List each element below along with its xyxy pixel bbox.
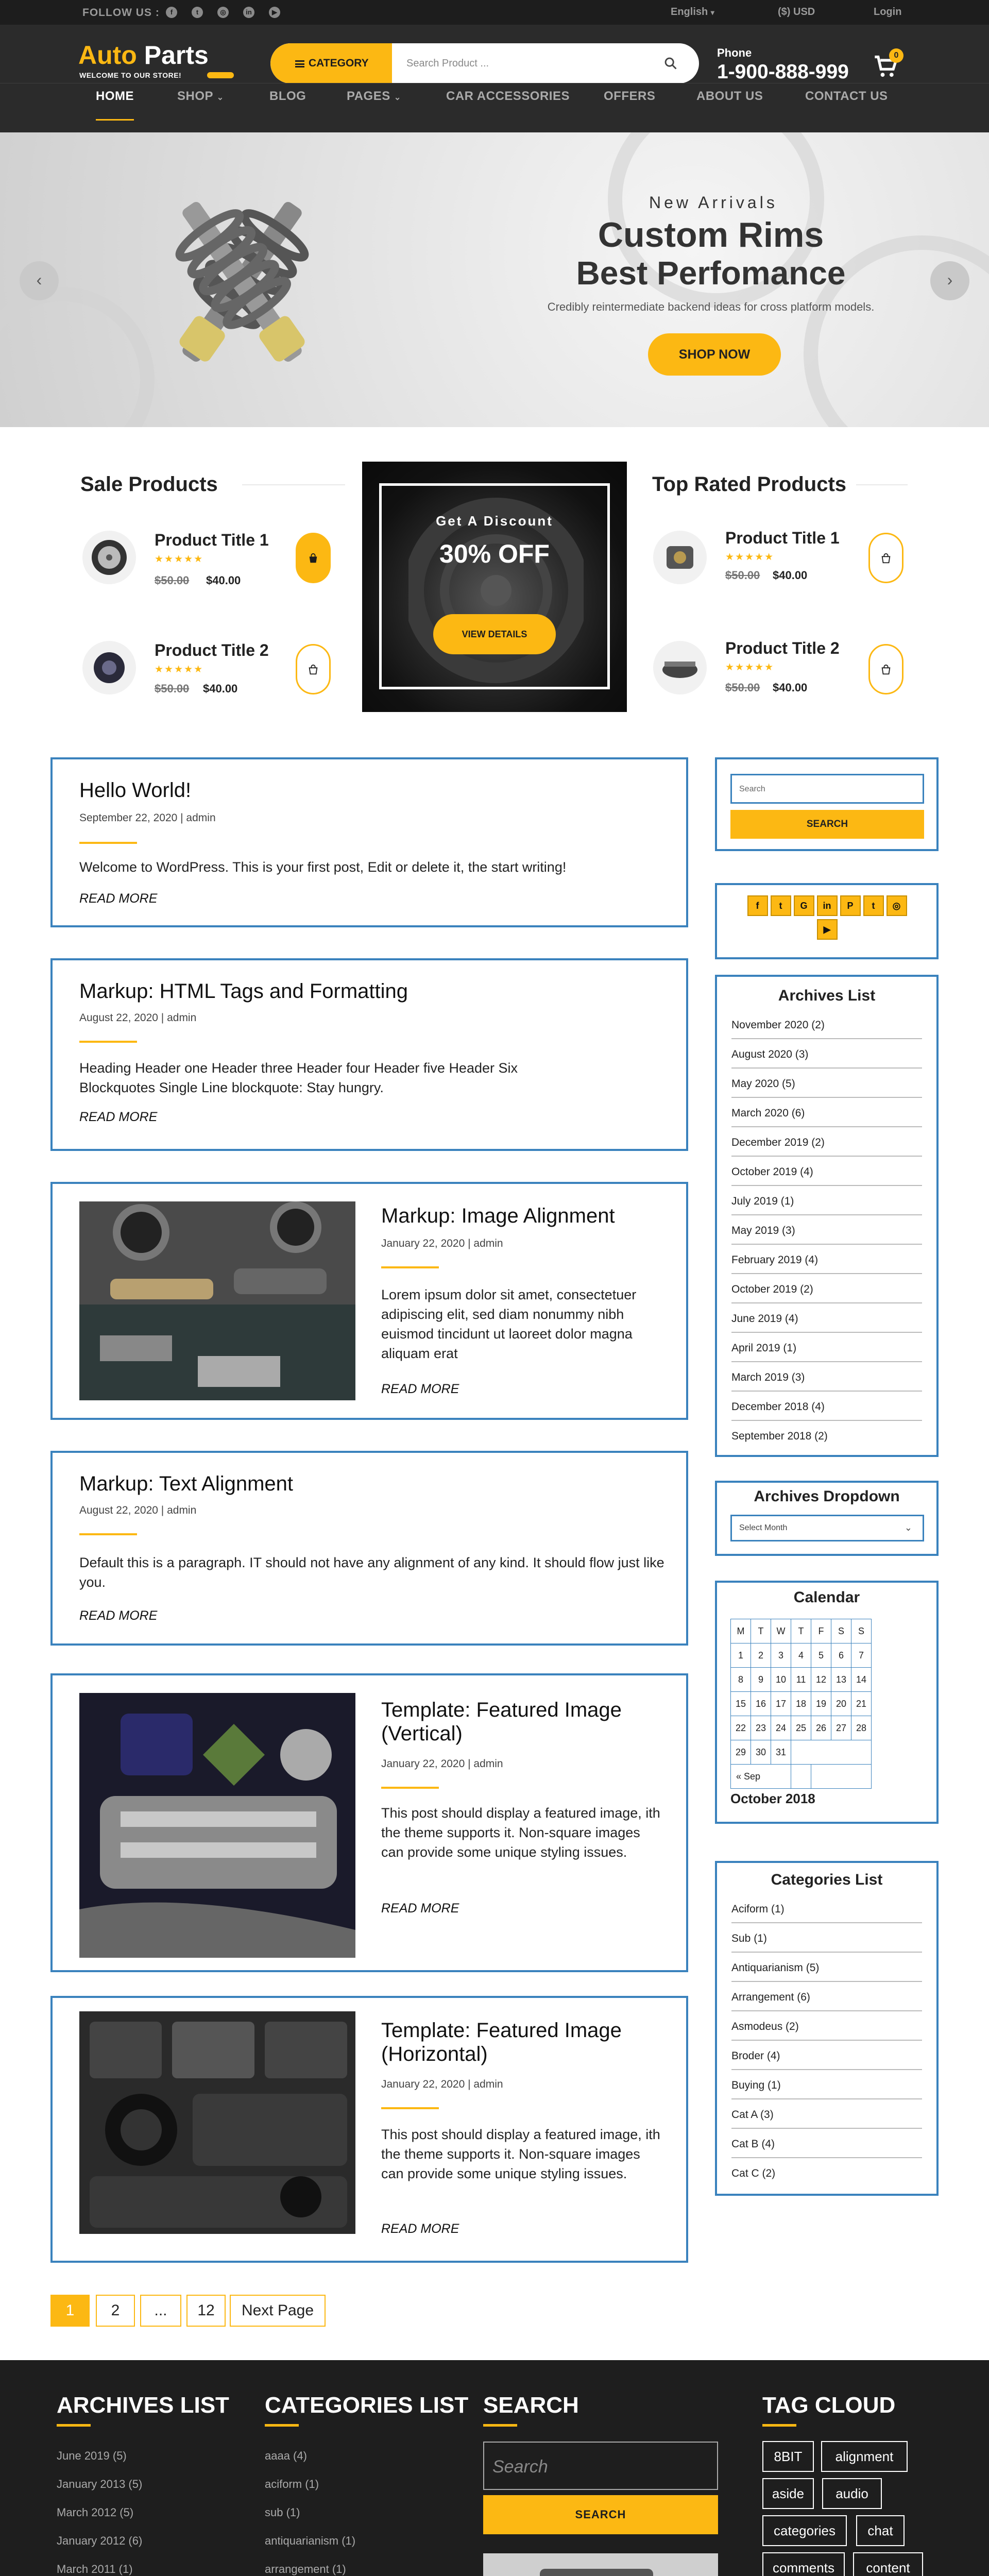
product-title[interactable]: Product Title 1	[725, 529, 840, 547]
slider-next-button[interactable]: ›	[930, 261, 969, 300]
twitter-icon[interactable]: t	[771, 895, 791, 916]
calendar-day: 26	[811, 1716, 831, 1740]
sidebar-search-button[interactable]: SEARCH	[730, 810, 924, 839]
calendar-day-header: S	[851, 1619, 872, 1643]
sale-products-title: Sale Products	[80, 473, 218, 496]
language-select[interactable]	[671, 6, 714, 18]
menu-icon	[295, 60, 304, 67]
linkedin-icon[interactable]: in	[817, 895, 838, 916]
divider	[762, 2424, 796, 2427]
post-title[interactable]: Markup: Text Alignment	[79, 1472, 294, 1495]
nav-contact[interactable]: CONTACT US	[805, 89, 888, 103]
calendar-day: 14	[851, 1668, 872, 1692]
tag-link[interactable]: chat	[856, 2515, 905, 2546]
blog-post	[50, 1673, 688, 1972]
calendar-prev-link[interactable]: « Sep	[731, 1765, 791, 1789]
archives-widget	[715, 975, 939, 1457]
post-excerpt: Heading Header one Header three Header four Header five Header Six Blockquotes Single Line blockquote: Stay hungry.	[79, 1060, 518, 1095]
instagram-icon[interactable]: ◎	[886, 895, 907, 916]
product-title[interactable]: Product Title 2	[725, 639, 840, 657]
product-image[interactable]	[653, 641, 707, 694]
page-1[interactable]: 1	[50, 2295, 90, 2327]
divider	[381, 2107, 439, 2109]
category-link[interactable]: Asmodeus (2)	[731, 2011, 922, 2041]
blog-post	[50, 958, 688, 1151]
category-label: CATEGORY	[309, 57, 369, 69]
categories-widget	[715, 1861, 939, 2196]
calendar-day-header: F	[811, 1619, 831, 1643]
chevron-down-icon: ▾	[710, 8, 714, 16]
old-price: $50.00	[155, 682, 190, 695]
discount-title: Get A Discount	[436, 513, 553, 529]
calendar-table	[730, 1619, 872, 1789]
product-search	[270, 43, 699, 83]
footer-category-link[interactable]: sub (1)	[265, 2506, 300, 2519]
add-to-cart-button[interactable]	[868, 644, 903, 694]
rating-stars: ★★★★★	[155, 554, 204, 565]
phone-number: 1-900-888-999	[717, 61, 849, 83]
footer-category-link[interactable]: antiquarianism (1)	[265, 2534, 356, 2547]
read-more-link[interactable]: READ MORE	[79, 891, 158, 906]
chevron-down-icon: ⌄	[394, 93, 401, 102]
categories-title: Categories List	[771, 1871, 883, 1888]
chevron-down-icon: ⌄	[904, 1522, 912, 1533]
footer-archive-link[interactable]: January 2013 (5)	[57, 2478, 143, 2490]
old-price: $50.00	[725, 681, 760, 694]
archive-link[interactable]: September 2018 (2)	[731, 1430, 828, 1442]
divider	[79, 1041, 137, 1043]
archives-dropdown-widget	[715, 1481, 939, 1556]
divider	[265, 2424, 299, 2427]
new-price: $40.00	[773, 569, 808, 582]
sidebar-search-input[interactable]: Search	[730, 774, 924, 804]
calendar-day: 2	[751, 1643, 771, 1668]
calendar-widget	[715, 1581, 939, 1824]
footer-search-input[interactable]: Search	[483, 2442, 718, 2490]
blog-post	[50, 757, 688, 927]
facebook-icon[interactable]: f	[747, 895, 768, 916]
footer-category-link[interactable]: aaaa (4)	[265, 2449, 307, 2462]
archive-link[interactable]: August 2020 (3)	[731, 1039, 922, 1069]
archive-link[interactable]: May 2020 (5)	[731, 1069, 922, 1098]
product-image[interactable]	[82, 641, 136, 694]
calendar-day: 20	[831, 1692, 851, 1716]
category-link[interactable]: Broder (4)	[731, 2041, 922, 2070]
bag-icon	[308, 664, 319, 675]
calendar-month: October 2018	[730, 1791, 815, 1806]
calendar-day: 21	[851, 1692, 872, 1716]
post-meta: September 22, 2020 | admin	[79, 812, 216, 824]
old-price: $50.00	[725, 569, 760, 582]
language-label: English	[671, 6, 708, 18]
new-price: $40.00	[773, 681, 808, 694]
calendar-day: 30	[751, 1740, 771, 1765]
logo-tagline: WELCOME TO OUR STORE!	[79, 71, 182, 79]
page-ellipsis: ...	[140, 2295, 181, 2327]
new-price: $40.00	[203, 682, 238, 695]
calendar-day: 10	[771, 1668, 791, 1692]
header	[0, 25, 989, 83]
add-to-cart-button[interactable]	[296, 644, 331, 694]
post-image[interactable]	[79, 1693, 355, 1958]
post-title[interactable]: Markup: HTML Tags and Formatting	[79, 980, 408, 1003]
nav-car-accessories[interactable]: CAR ACCESSORIES	[446, 89, 570, 103]
calendar-day: 22	[731, 1716, 751, 1740]
archive-link[interactable]: April 2019 (1)	[731, 1333, 922, 1362]
footer-archive-link[interactable]: March 2011 (1)	[57, 2563, 133, 2575]
product-image[interactable]	[82, 531, 136, 584]
category-link[interactable]: Cat C (2)	[731, 2167, 776, 2179]
search-input[interactable]: Search Product ...	[406, 58, 489, 69]
social-icons	[741, 895, 916, 943]
calendar-day: 27	[831, 1716, 851, 1740]
bag-icon	[880, 553, 892, 564]
login-link[interactable]: Login	[874, 6, 902, 18]
archive-link[interactable]: July 2019 (1)	[731, 1186, 922, 1215]
tag-link[interactable]: 8BIT	[762, 2441, 814, 2472]
view-details-button[interactable]: VIEW DETAILS	[433, 614, 556, 654]
nav-shop[interactable]	[177, 83, 224, 133]
calendar-day-header: S	[831, 1619, 851, 1643]
post-title[interactable]: Hello World!	[79, 779, 192, 802]
calendar-day: 8	[731, 1668, 751, 1692]
divider	[79, 842, 137, 844]
calendar-title: Calendar	[793, 1589, 860, 1606]
calendar-day: 17	[771, 1692, 791, 1716]
category-link[interactable]: Arrangement (6)	[731, 1982, 922, 2011]
month-select[interactable]	[730, 1515, 924, 1541]
logo-text-a: Auto	[78, 41, 137, 70]
archive-link[interactable]: December 2019 (2)	[731, 1127, 922, 1157]
tumblr-icon[interactable]: t	[863, 895, 884, 916]
search-widget	[715, 757, 939, 851]
nav-shop-label: SHOP	[177, 89, 213, 103]
calendar-day-header: T	[791, 1619, 811, 1643]
footer-category-link[interactable]: aciform (1)	[265, 2478, 319, 2490]
divider	[242, 484, 345, 485]
post-meta: January 22, 2020 | admin	[381, 2078, 503, 2090]
engine-image	[483, 2553, 718, 2576]
rating-stars: ★★★★★	[155, 664, 204, 675]
nav-about[interactable]: ABOUT US	[696, 89, 763, 103]
calendar-day-header: T	[751, 1619, 771, 1643]
nav-home[interactable]: HOME	[96, 83, 134, 133]
post-meta: January 22, 2020 | admin	[381, 1758, 503, 1770]
calendar-day: 25	[791, 1716, 811, 1740]
post-title[interactable]: Template: Featured Image (Horizontal)	[381, 2019, 622, 2065]
calendar-day: 18	[791, 1692, 811, 1716]
archives-title: Archives List	[778, 987, 876, 1004]
twitter-icon[interactable]: t	[192, 7, 203, 18]
divider	[381, 1266, 439, 1268]
bag-icon	[880, 664, 892, 675]
category-link[interactable]: Sub (1)	[731, 1923, 922, 1953]
footer-archive-link[interactable]: March 2012 (5)	[57, 2506, 134, 2519]
read-more-link[interactable]: READ MORE	[381, 2222, 459, 2236]
social-links	[166, 6, 295, 19]
footer-category-link[interactable]: arrangement (1)	[265, 2563, 346, 2575]
tag-link[interactable]: content	[853, 2552, 923, 2576]
pinterest-icon[interactable]: P	[840, 895, 861, 916]
calendar-day: 13	[831, 1668, 851, 1692]
read-more-link[interactable]: READ MORE	[79, 1608, 158, 1623]
footer-tags-title: TAG CLOUD	[762, 2393, 896, 2418]
archive-link[interactable]: December 2018 (4)	[731, 1392, 922, 1421]
footer-archives-title: ARCHIVES LIST	[57, 2393, 229, 2418]
logo-text-b: Parts	[137, 41, 209, 70]
post-title[interactable]: Markup: Image Alignment	[381, 1205, 615, 1227]
calendar-day: 9	[751, 1668, 771, 1692]
product-title[interactable]: Product Title 1	[155, 531, 269, 549]
old-price: $50.00	[155, 574, 190, 587]
archive-link[interactable]: February 2019 (4)	[731, 1245, 922, 1274]
calendar-day-header: M	[731, 1619, 751, 1643]
blog-post	[50, 1996, 688, 2263]
calendar-day: 5	[811, 1643, 831, 1668]
calendar-day: 11	[791, 1668, 811, 1692]
next-page-button[interactable]: Next Page	[230, 2295, 326, 2327]
page-2[interactable]: 2	[96, 2295, 135, 2327]
footer-search-button[interactable]: SEARCH	[483, 2495, 718, 2534]
post-title[interactable]: Template: Featured Image (Vertical)	[381, 1699, 622, 1745]
calendar-day: 19	[811, 1692, 831, 1716]
divider	[483, 2424, 517, 2427]
cart-count: 0	[889, 48, 903, 63]
category-link[interactable]: Antiquarianism (5)	[731, 1953, 922, 1982]
currency-select[interactable]: ($) USD	[778, 6, 815, 18]
divider	[381, 1787, 439, 1789]
social-widget	[715, 883, 939, 959]
calendar-day: 28	[851, 1716, 872, 1740]
product-title[interactable]: Product Title 2	[155, 641, 269, 659]
tag-link[interactable]: audio	[822, 2478, 882, 2509]
phone-label: Phone	[717, 46, 752, 59]
read-more-link[interactable]: READ MORE	[79, 1110, 158, 1124]
blog-post	[50, 1451, 688, 1646]
read-more-link[interactable]: READ MORE	[381, 1382, 459, 1396]
post-excerpt: This post should display a featured image, ith the theme supports it. Non-square images can provide some unique styling issues.	[381, 2127, 660, 2181]
top-bar	[0, 0, 989, 25]
instagram-icon[interactable]: ◎	[217, 7, 229, 18]
archives-dropdown-title: Archives Dropdown	[754, 1488, 900, 1505]
footer-categories-list	[265, 2449, 355, 2576]
category-link[interactable]: Cat B (4)	[731, 2129, 922, 2158]
calendar-day: 31	[771, 1740, 791, 1765]
google-plus-icon[interactable]: G	[794, 895, 814, 916]
hero-subtitle: New Arrivals	[649, 193, 778, 212]
bag-icon	[308, 553, 319, 564]
hero-title-1: Custom Rims	[598, 215, 824, 255]
calendar-day: 16	[751, 1692, 771, 1716]
main-nav	[0, 83, 989, 132]
youtube-icon[interactable]: ▶	[269, 7, 280, 18]
cart-button[interactable]	[873, 51, 899, 80]
divider	[57, 2424, 91, 2427]
slider-prev-button[interactable]: ‹	[20, 261, 59, 300]
divider	[856, 484, 908, 485]
post-excerpt: This post should display a featured image, ith the theme supports it. Non-square images can provide some unique styling issues.	[381, 1805, 660, 1860]
logo[interactable]	[78, 42, 209, 68]
archive-link[interactable]: November 2020 (2)	[731, 1010, 922, 1039]
calendar-day: 15	[731, 1692, 751, 1716]
category-link[interactable]: Cat A (3)	[731, 2099, 922, 2129]
archive-link[interactable]: October 2019 (2)	[731, 1274, 922, 1303]
calendar-day: 1	[731, 1643, 751, 1668]
nav-pages-label: PAGES	[347, 89, 390, 103]
tag-link[interactable]: categories	[762, 2515, 847, 2546]
add-to-cart-button[interactable]	[868, 533, 903, 583]
post-meta: August 22, 2020 | admin	[79, 1504, 197, 1516]
archives-list	[731, 1010, 922, 1450]
follow-us-label: FOLLOW US :	[82, 7, 160, 19]
rating-stars: ★★★★★	[725, 662, 775, 673]
search-icon[interactable]	[663, 56, 678, 71]
footer-archive-link[interactable]: June 2019 (5)	[57, 2449, 127, 2462]
calendar-day: 23	[751, 1716, 771, 1740]
linkedin-icon[interactable]: in	[243, 7, 254, 18]
post-meta: August 22, 2020 | admin	[79, 1012, 197, 1024]
discount-banner	[362, 462, 627, 712]
category-link[interactable]: Aciform (1)	[731, 1894, 922, 1923]
archive-link[interactable]: May 2019 (3)	[731, 1215, 922, 1245]
discount-value: 30% OFF	[439, 539, 550, 568]
hero-title-2: Best Perfomance	[576, 255, 846, 292]
chevron-down-icon: ⌄	[216, 93, 224, 102]
post-excerpt: Default this is a paragraph. IT should not have any alignment of any kind. It should flow just like you.	[79, 1555, 664, 1590]
product-image[interactable]	[653, 531, 707, 584]
post-image[interactable]	[79, 1201, 355, 1400]
footer-archive-link[interactable]: January 2012 (6)	[57, 2534, 143, 2547]
new-price: $40.00	[206, 574, 241, 587]
page-12[interactable]: 12	[186, 2295, 226, 2327]
wrench-icon	[207, 72, 234, 78]
archive-link[interactable]: October 2019 (4)	[731, 1157, 922, 1186]
tag-link[interactable]: alignment	[821, 2441, 908, 2472]
shop-now-button[interactable]: SHOP NOW	[648, 333, 781, 376]
nav-offers[interactable]: OFFERS	[604, 89, 656, 103]
archive-link[interactable]: March 2019 (3)	[731, 1362, 922, 1392]
archive-link[interactable]: June 2019 (4)	[731, 1303, 922, 1333]
month-select-value: Select Month	[739, 1523, 788, 1532]
read-more-link[interactable]: READ MORE	[381, 1901, 459, 1916]
calendar-day: 24	[771, 1716, 791, 1740]
youtube-icon[interactable]: ▶	[817, 919, 838, 940]
hero-slider	[0, 132, 989, 427]
shock-absorber-image	[134, 179, 350, 385]
categories-list	[731, 1894, 922, 2188]
calendar-day: 4	[791, 1643, 811, 1668]
tag-link[interactable]: comments	[762, 2552, 845, 2576]
footer-search-title: SEARCH	[483, 2393, 579, 2418]
post-excerpt: Welcome to WordPress. This is your first post, Edit or delete it, the start writing!	[79, 859, 567, 875]
calendar-day: 3	[771, 1643, 791, 1668]
add-to-cart-button[interactable]	[296, 533, 331, 583]
nav-blog[interactable]: BLOG	[269, 89, 306, 103]
calendar-day-header: W	[771, 1619, 791, 1643]
footer-archives-list	[57, 2449, 158, 2576]
facebook-icon[interactable]: f	[166, 7, 177, 18]
calendar-day: 29	[731, 1740, 751, 1765]
top-rated-title: Top Rated Products	[652, 473, 847, 496]
tag-link[interactable]: aside	[762, 2478, 814, 2509]
divider	[79, 1533, 137, 1535]
category-link[interactable]: Buying (1)	[731, 2070, 922, 2099]
post-meta: January 22, 2020 | admin	[381, 1238, 503, 1249]
category-button[interactable]	[270, 43, 392, 83]
footer-categories-title: CATEGORIES LIST	[265, 2393, 469, 2418]
hero-description: Credibly reintermediate backend ideas for cross platform models.	[547, 300, 875, 313]
calendar-day: 7	[851, 1643, 872, 1668]
calendar-day: 6	[831, 1643, 851, 1668]
blog-post	[50, 1182, 688, 1420]
calendar-day: 12	[811, 1668, 831, 1692]
rating-stars: ★★★★★	[725, 552, 775, 563]
archive-link[interactable]: March 2020 (6)	[731, 1098, 922, 1127]
nav-pages[interactable]	[347, 83, 401, 133]
post-image[interactable]	[79, 2011, 355, 2234]
post-excerpt: Lorem ipsum dolor sit amet, consectetuer adipiscing elit, sed diam nonummy nibh euismod tincidunt ut laoreet dolor magna aliquam erat	[381, 1287, 637, 1361]
